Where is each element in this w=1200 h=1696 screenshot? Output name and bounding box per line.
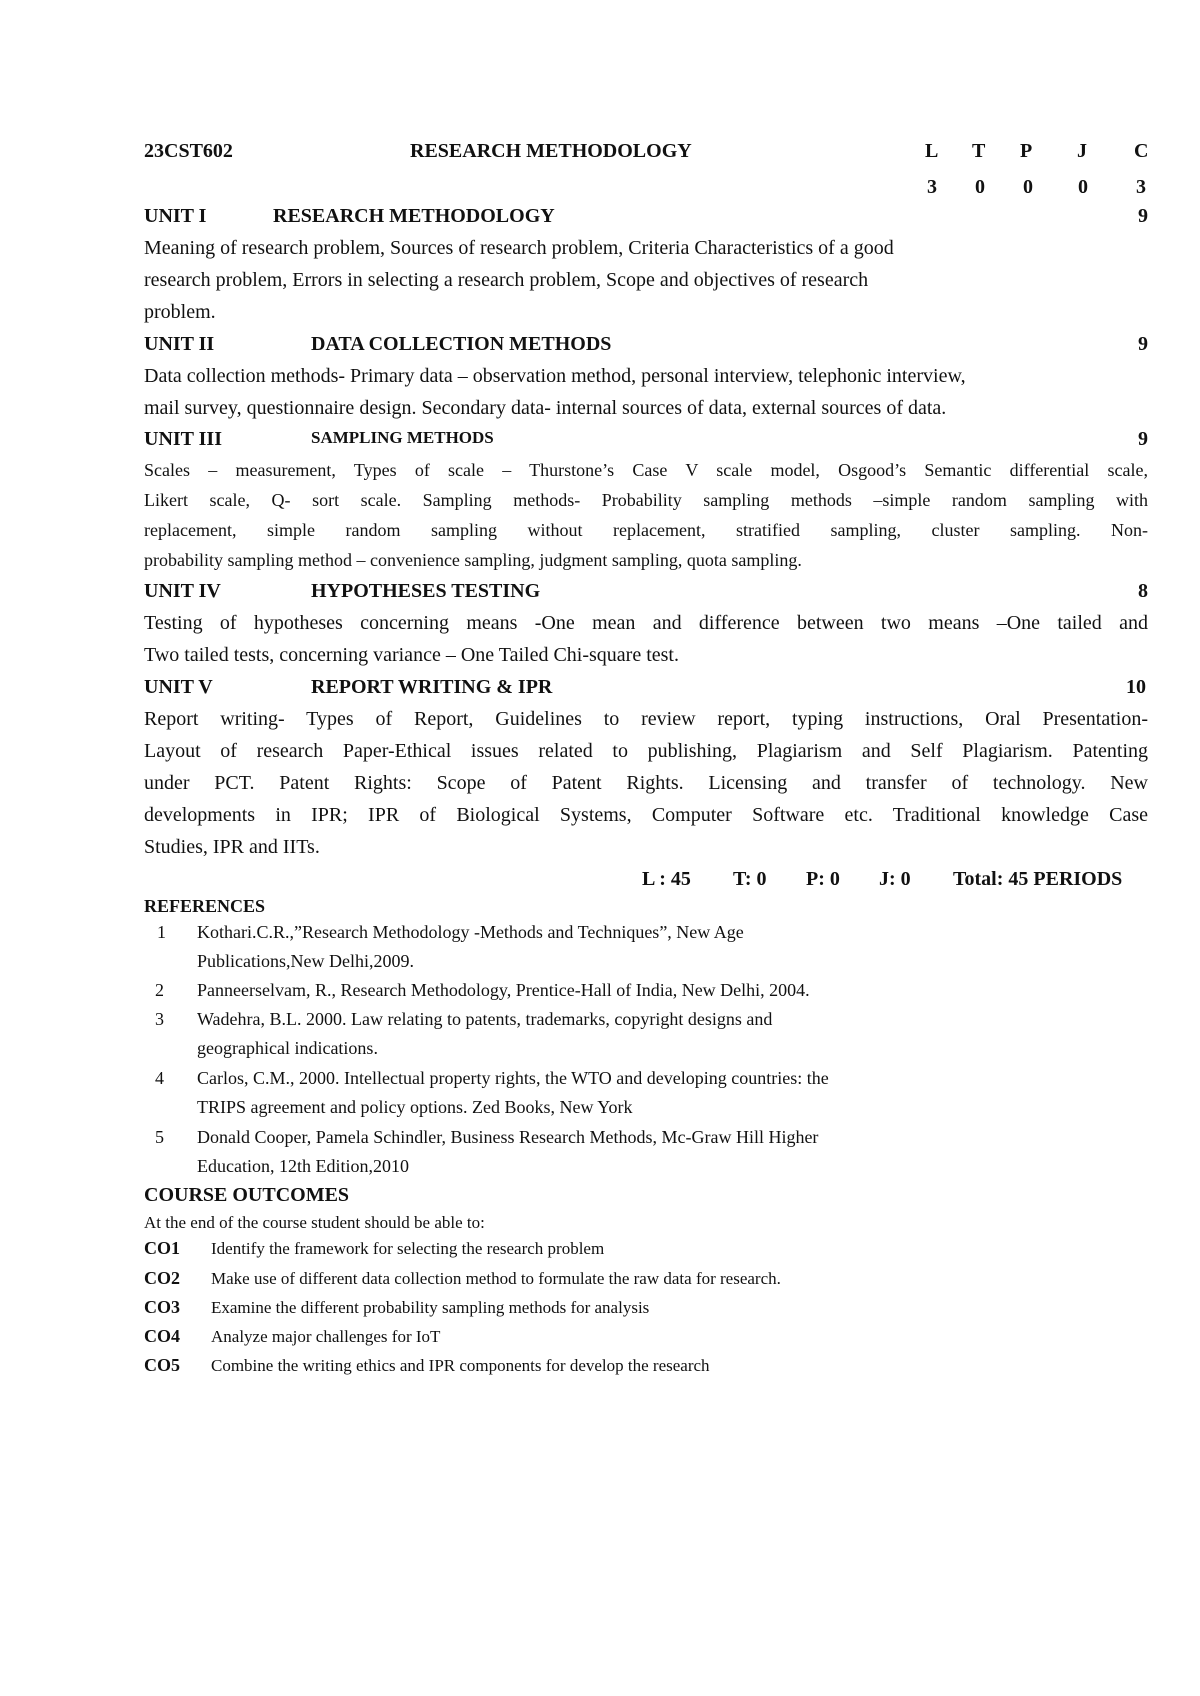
outcomes-intro: At the end of the course student should be able to: [144,1213,485,1232]
outcome-text: Analyze major challenges for IoT [211,1327,441,1346]
unit-2-label: UNIT II [144,333,215,355]
outcome-code: CO1 [144,1238,180,1258]
unit-3-title: SAMPLING METHODS [311,428,494,447]
unit-1-title: RESEARCH METHODOLOGY [273,205,555,227]
ltpjc-label-c: C [1134,140,1149,162]
unit-3-line: replacement, simple random sampling without replacement, stratified sampling, cluster sampling. Non- [144,520,1148,540]
unit-5-hours: 10 [1126,676,1146,698]
unit-4-line: Testing of hypotheses concerning means -One mean and difference between two means –One tailed and [144,612,1148,634]
reference-number: 1 [157,922,166,942]
reference-text: Kothari.C.R.,”Research Methodology -Methods and Techniques”, New Age [197,922,744,942]
reference-number: 3 [155,1009,164,1029]
reference-text: Education, 12th Edition,2010 [197,1156,409,1176]
unit-4-hours: 8 [1138,580,1148,602]
course-code: 23CST602 [144,140,233,162]
unit-5-line: Studies, IPR and IITs. [144,836,320,858]
ltpjc-label-p: P [1020,140,1033,162]
outcome-code: CO2 [144,1268,180,1288]
outcome-text: Combine the writing ethics and IPR components for develop the research [211,1356,710,1375]
reference-number: 4 [155,1068,164,1088]
unit-4-title: HYPOTHESES TESTING [311,580,541,602]
unit-2-title: DATA COLLECTION METHODS [311,333,612,355]
reference-number: 2 [155,980,164,1000]
unit-2-line: Data collection methods- Primary data – observation method, personal interview, telephonic interview, [144,365,966,387]
ltpjc-value-j: 0 [1078,176,1088,198]
unit-3-label: UNIT III [144,428,222,450]
ltpjc-value-p: 0 [1023,176,1033,198]
unit-1-line: research problem, Errors in selecting a research problem, Scope and objectives of research [144,269,869,291]
total-p: P: 0 [806,868,840,890]
unit-1-hours: 9 [1138,205,1148,227]
unit-5-line: Layout of research Paper-Ethical issues related to publishing, Plagiarism and Self Plagiarism. Patenting [144,740,1148,762]
unit-3-hours: 9 [1138,428,1148,450]
unit-5-title: REPORT WRITING & IPR [311,676,553,698]
outcome-text: Identify the framework for selecting the research problem [211,1239,605,1258]
total-j: J: 0 [879,868,911,890]
outcome-text: Make use of different data collection method to formulate the raw data for research. [211,1269,781,1288]
reference-text: TRIPS agreement and policy options. Zed Books, New York [197,1097,633,1117]
total-periods: Total: 45 PERIODS [953,868,1123,890]
unit-5-line: developments in IPR; IPR of Biological Systems, Computer Software etc. Traditional knowledge Case [144,804,1148,826]
outcome-code: CO5 [144,1355,180,1375]
references-heading: REFERENCES [144,896,266,916]
unit-3-line: Scales – measurement, Types of scale – Thurstone’s Case V scale model, Osgood’s Semantic differential scale, [144,460,1148,480]
outcome-code: CO4 [144,1326,180,1346]
reference-text: Wadehra, B.L. 2000. Law relating to patents, trademarks, copyright designs and [197,1009,773,1029]
course-title: RESEARCH METHODOLOGY [410,140,692,162]
unit-5-label: UNIT V [144,676,213,698]
ltpjc-label-t: T [972,140,986,162]
unit-2-line: mail survey, questionnaire design. Secondary data- internal sources of data, external sources of data. [144,397,947,419]
unit-3-line: probability sampling method – convenience sampling, judgment sampling, quota sampling. [144,550,802,570]
reference-text: geographical indications. [197,1038,378,1058]
reference-text: Panneerselvam, R., Research Methodology, Prentice-Hall of India, New Delhi, 2004. [197,980,810,1000]
ltpjc-value-t: 0 [975,176,985,198]
unit-1-line: Meaning of research problem, Sources of research problem, Criteria Characteristics of a good [144,237,894,259]
unit-1-label: UNIT I [144,205,207,227]
total-t: T: 0 [733,868,767,890]
ltpjc-values [0,176,1200,202]
reference-number: 5 [155,1127,164,1147]
unit-5-line: Report writing- Types of Report, Guidelines to review report, typing instructions, Oral Presentation- [144,708,1148,730]
unit-5-line: under PCT. Patent Rights: Scope of Patent Rights. Licensing and transfer of technology. New [144,772,1148,794]
unit-4-line: Two tailed tests, concerning variance – One Tailed Chi-square test. [144,644,679,666]
unit-2-hours: 9 [1138,333,1148,355]
outcomes-heading: COURSE OUTCOMES [144,1184,350,1206]
reference-text: Carlos, C.M., 2000. Intellectual property rights, the WTO and developing countries: the [197,1068,829,1088]
unit-4-label: UNIT IV [144,580,221,602]
ltpjc-value-l: 3 [927,176,937,198]
ltpjc-label-j: J [1077,140,1087,162]
unit-1-line: problem. [144,301,216,323]
total-l: L : 45 [642,868,691,890]
reference-text: Donald Cooper, Pamela Schindler, Business Research Methods, Mc-Graw Hill Higher [197,1127,819,1147]
ltpjc-label-l: L [925,140,939,162]
unit-3-line: Likert scale, Q- sort scale. Sampling methods- Probability sampling methods –simple random sampling with [144,490,1148,510]
ltpjc-value-c: 3 [1136,176,1146,198]
reference-text: Publications,New Delhi,2009. [197,951,414,971]
outcome-code: CO3 [144,1297,180,1317]
outcome-text: Examine the different probability sampling methods for analysis [211,1298,650,1317]
ltpjc-labels [0,140,1200,166]
